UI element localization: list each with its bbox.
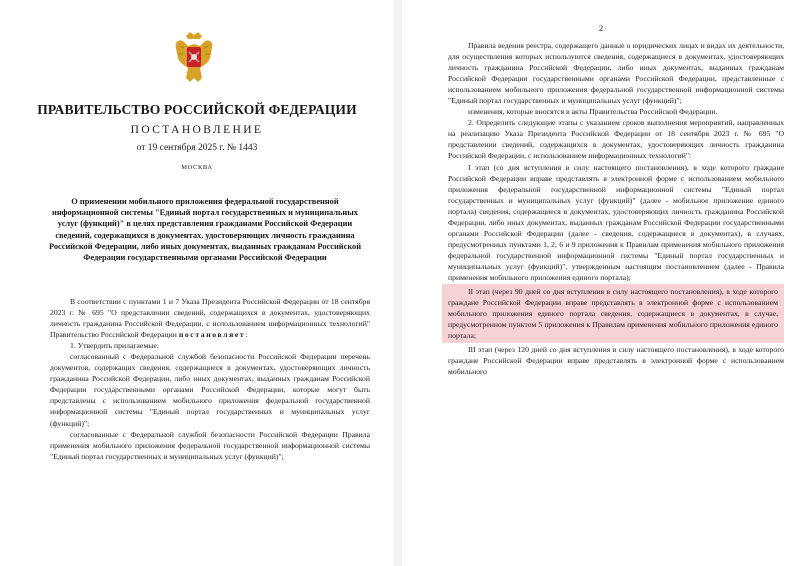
paragraph: [50, 296, 370, 340]
document-page-2: [402, 0, 800, 566]
paragraph: 2. Определить следующие этапы с указанием сроков выполнения мероприятий, направленных на реализацию Указа Президента Российской Федерации от 18 сентября 2023 г. № 695 "О представлении сведений, содержащихся в документах, удостоверяющих личность гражданина Российской Федерации, с использованием информационных технологий":: [448, 118, 784, 161]
intro-text: В соответствии с пунктами 1 и 7 Указа Президента Российской Федерации от 18 сентября 2023 г. № 695 "О представлении сведений, содержащихся в документах, удостоверяющих личность гражданина Российской Федерации, с использованием информационных технологий" Правительство Российской Федерации: [50, 297, 370, 340]
document-body: [50, 296, 370, 462]
document-page-1: [0, 0, 394, 566]
paragraph: согласованные с Федеральной службой безопасности Российской Федерации Правила применения мобильного приложения федеральной государственной информационной системы "Единый портал государственных и муниципальных услуг (функций)";: [50, 429, 370, 461]
intro-keyword: постановляет: [178, 330, 246, 340]
document-type: ПОСТАНОВЛЕНИЕ: [130, 124, 264, 136]
paragraph: изменения, которые вносятся в акты Правительства Российской Федерации.: [468, 107, 718, 117]
paragraph: 1. Утвердить прилагаемые:: [70, 341, 159, 351]
paragraph: III этап (через 120 дней со дня вступления в силу настоящего постановления), в ходе которого граждане Российской Федерации вправе представлять в электронной форме с использованием мобильного: [448, 345, 784, 377]
highlighted-paragraph: II этап (через 90 дней со дня вступления в силу настоящего постановления), в ходе которого граждане Российской Федерации вправе представлять в электронной форме с использованием мобильного приложения единого портала сведения, содержащиеся в документах, в случае, предусмотренном пунктом 5 приложения к Правилам применения мобильного приложения единого портала;: [442, 284, 784, 343]
intro-colon: :: [245, 330, 248, 340]
document-heading: О применении мобильного приложения федеральной государственной информационной системы "Единый портал государственных и муниципальных услуг (функций)" в целях представления гражданами Российской Федерации сведений, содержащихся в документах, удостоверяющих личность гражданина Российской Федерации, либо иных документах, выданных гражданам Российской Федерации государственными органами Российской Федерации: [48, 197, 362, 263]
government-title: ПРАВИТЕЛЬСТВО РОССИЙСКОЙ ФЕДЕРАЦИИ: [37, 102, 357, 117]
paragraph: I этап (со дня вступления в силу настоящего постановления), в ходе которого граждане Российской Федерации вправе представлять в электронной форме с использованием мобильного приложения федеральной государственной информационной системы "Единый портал государственных и муниципальных услуг (функций)" (далее - мобильное приложение единого портала) сведения, содержащиеся в документах, удостоверяющих личность гражданина Российской Федерации, либо иных документах, выданных гражданам Российской Федерации государственными органами Российской Федерации (далее - сведения, содержащиеся в документах), в случаях, предусмотренных пунктами 1, 2, 6 и 9 приложения к Правилам применения мобильного приложения федеральной государственной информационной системы "Единый портал государственных и муниципальных услуг (функций)", утвержденным настоящим постановлением (далее - Правила применения мобильного приложения единого портала);: [448, 162, 784, 282]
document-date: от 19 сентября 2025 г. № 1443: [136, 143, 258, 153]
page-gutter: [394, 0, 402, 566]
document-city: МОСКВА: [181, 164, 213, 171]
russian-coat-of-arms-icon: [172, 30, 216, 84]
page-number: 2: [598, 23, 604, 33]
paragraph: Правила ведения реестра, содержащего данные о юридических лицах и видах их деятельности, для осуществления которых используются сведения, содержащиеся в документах, удостоверяющих личность гражданина Российской Федерации, либо иных документах, выданных гражданам Российской Федерации государственными органами Российской Федерации, представленные с использованием мобильного приложения федеральной государственной информационной системы "Единый портал государственных и муниципальных услуг (функций)";: [448, 41, 784, 106]
document-body: [448, 40, 784, 377]
paragraph: согласованный с Федеральной службой безопасности Российской Федерации перечень документов, содержащих сведения, содержащиеся в документах, удостоверяющих личность гражданина Российской Федерации, либо иных документах, выданных гражданам Российской Федерации государственными органами Российской Федерации, которые могут быть представлены с использованием мобильного приложения федеральной государственной информационной системы "Единый портал государственных и муниципальных услуг (функций)";: [50, 352, 370, 428]
